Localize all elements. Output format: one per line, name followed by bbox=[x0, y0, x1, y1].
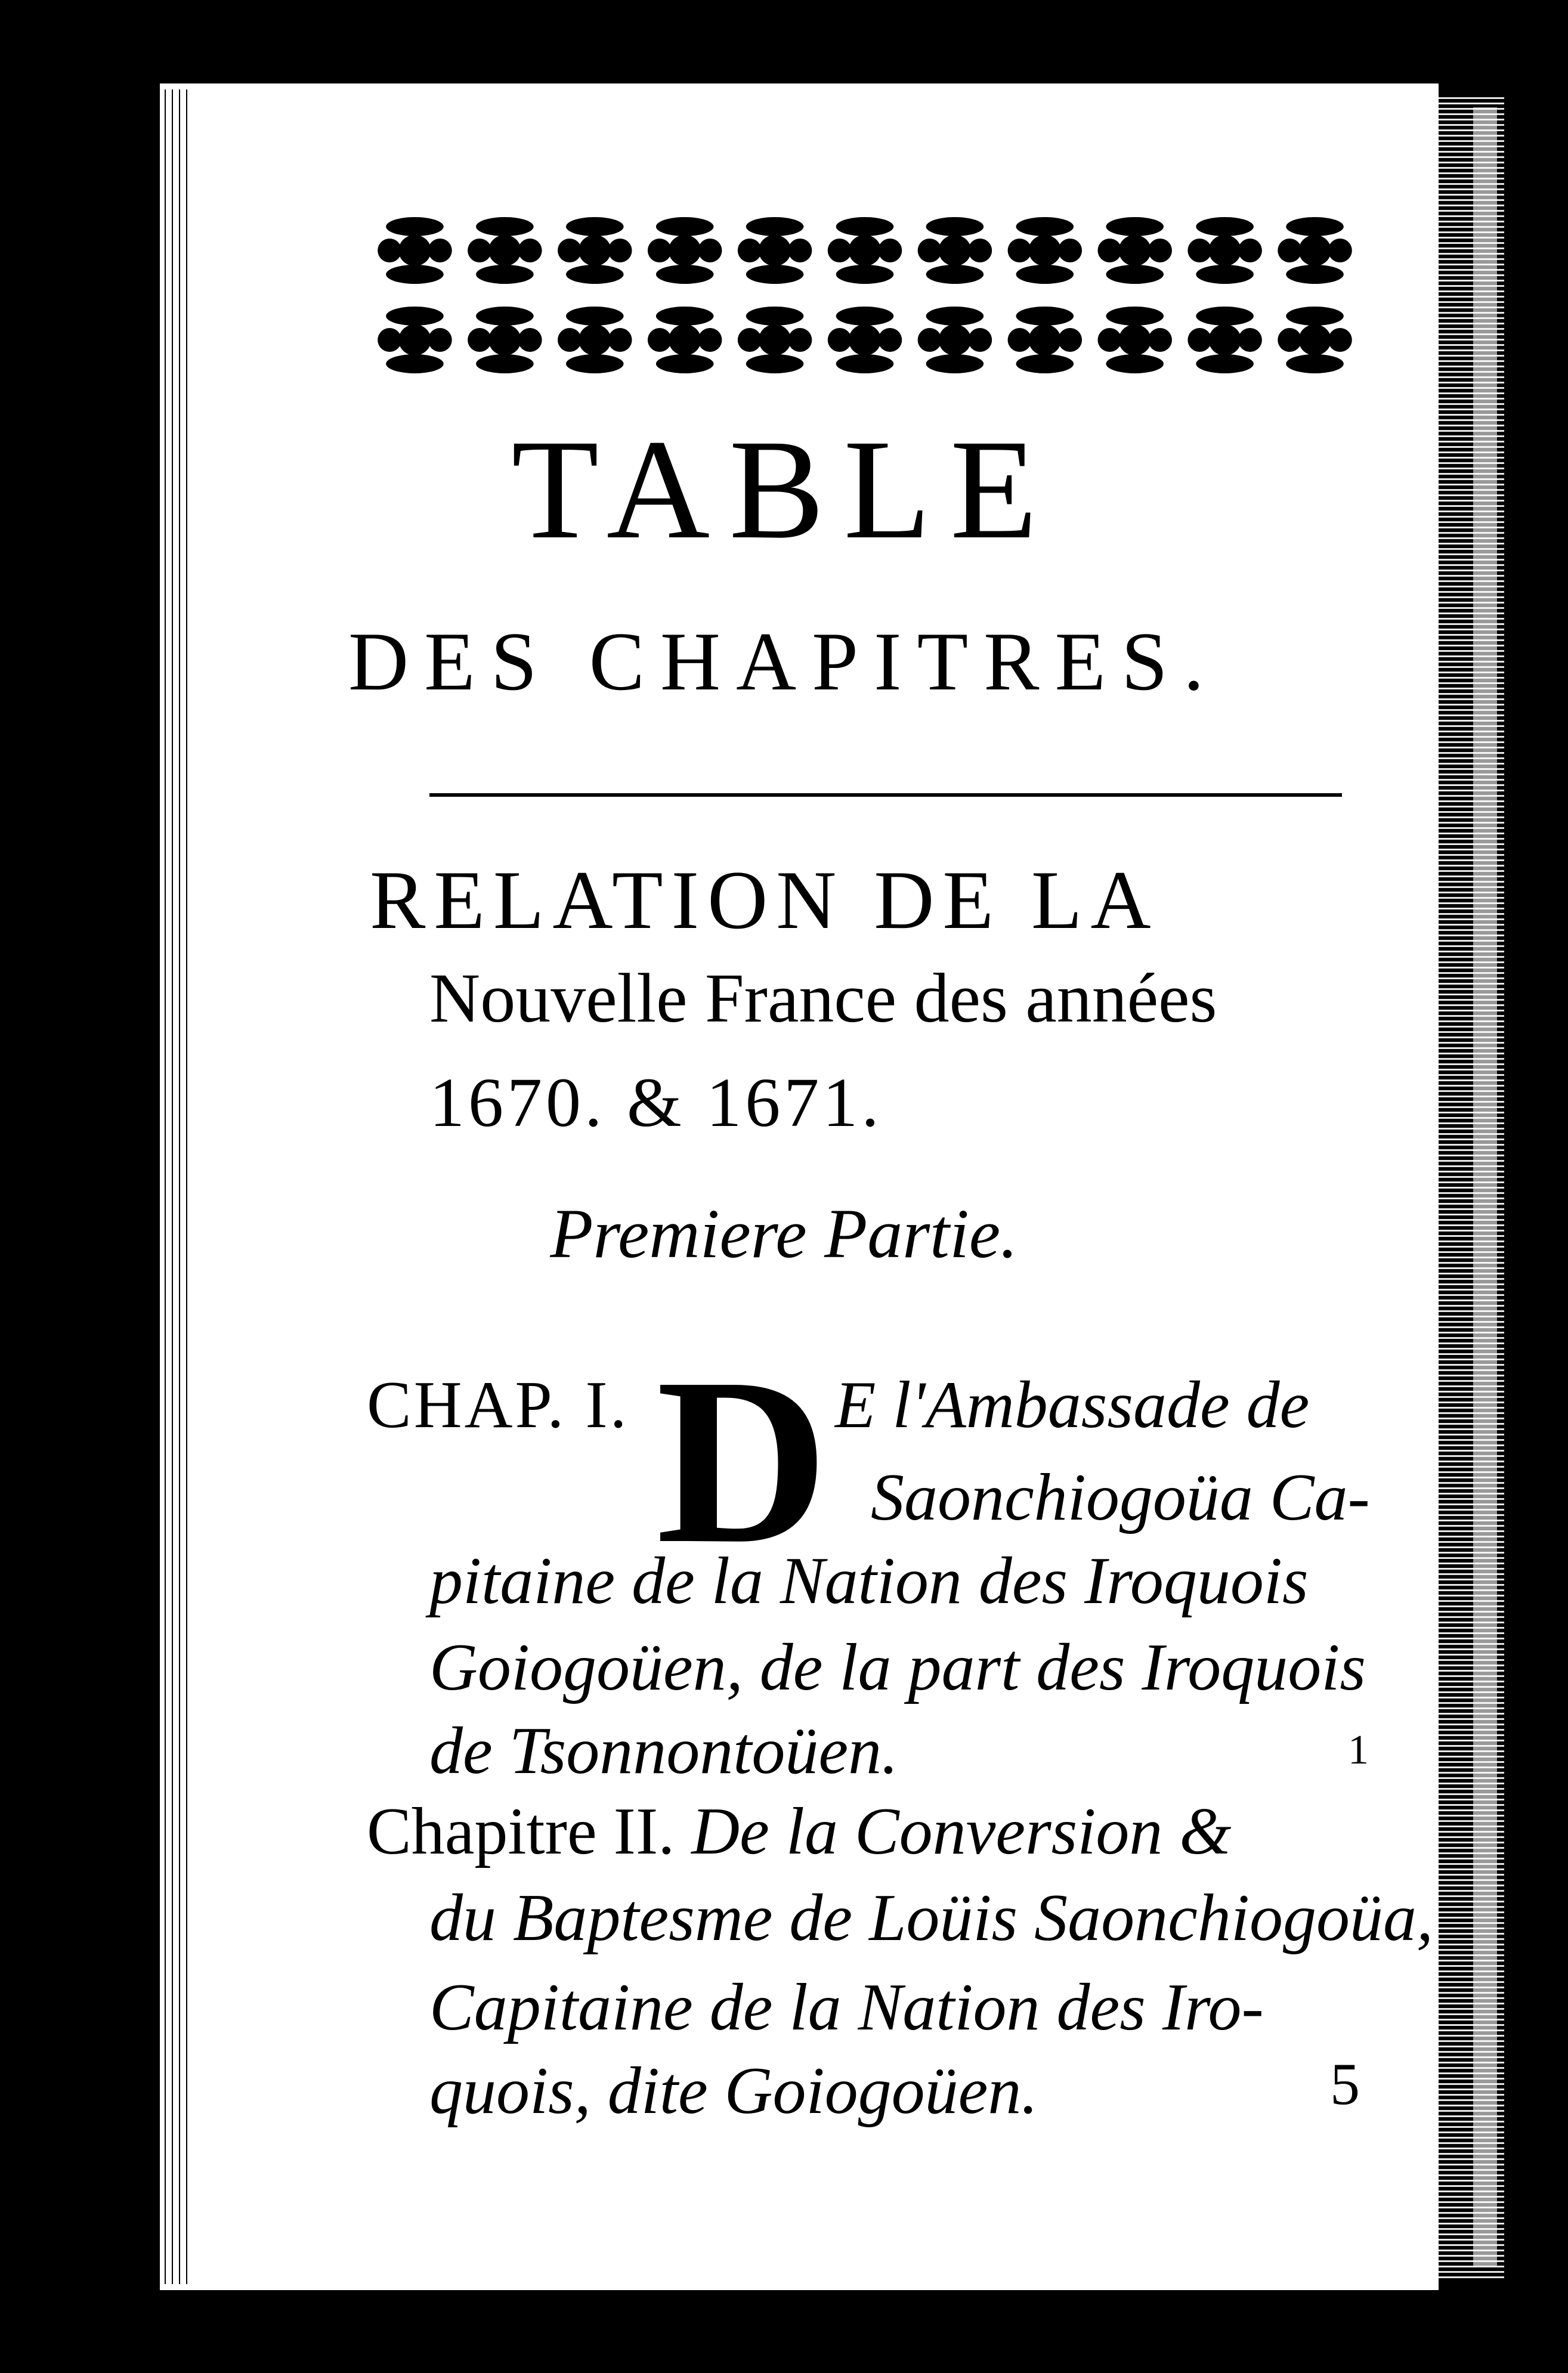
fleuron-ornament bbox=[1097, 307, 1172, 373]
fleuron-ornament bbox=[828, 307, 902, 373]
relation-heading bbox=[370, 854, 1372, 946]
chapter-2-line-2: du Baptesme de Loüis Saonchiogoüa, bbox=[429, 1881, 1433, 1955]
fleuron-ornament bbox=[1008, 307, 1083, 373]
fleuron-ornament bbox=[378, 307, 452, 373]
chapter-1-line-4: Goiogoüen, de la part des Iroquois bbox=[429, 1631, 1366, 1704]
fleuron-ornament bbox=[1187, 307, 1262, 373]
chapter-1-page-number: 1 bbox=[1348, 1727, 1369, 1773]
chapter-2-title-start: De la Conversion & bbox=[691, 1795, 1232, 1868]
chapter-1-line-1: E l'Ambassade de bbox=[835, 1368, 1310, 1442]
fleuron-ornament bbox=[828, 217, 902, 284]
fleuron-ornament bbox=[1097, 217, 1172, 284]
fleuron-ornament bbox=[558, 217, 632, 284]
part-heading: Premiere Partie. bbox=[550, 1195, 1018, 1273]
chapter-1-line-5: de Tsonnontoüen. bbox=[429, 1714, 899, 1788]
chapter-1-label: CHAP. I. bbox=[367, 1368, 629, 1442]
relation-line-1: RELATION DE LA bbox=[370, 854, 1159, 946]
fleuron-ornament bbox=[1278, 217, 1352, 284]
page-title: TABLE bbox=[511, 410, 1057, 568]
chapter-2-page-number: 5 bbox=[1330, 2051, 1360, 2117]
chapter-2-label: Chapitre II. bbox=[367, 1795, 675, 1868]
chapter-2-line-3: Capitaine de la Nation des Iro- bbox=[429, 1970, 1264, 2044]
fleuron-ornament bbox=[378, 217, 452, 284]
fleuron-ornament bbox=[468, 217, 542, 284]
chapter-2-line-4: quois, dite Goiogoüen. bbox=[429, 2054, 1038, 2128]
fleuron-ornament bbox=[918, 307, 992, 373]
fleuron-ornament bbox=[468, 307, 542, 373]
relation-line-2: Nouvelle France des années bbox=[429, 959, 1217, 1037]
chapter-1-line-2: Saonchiogoüa Ca- bbox=[871, 1461, 1370, 1534]
fleuron-ornament bbox=[738, 217, 812, 284]
relation-line-3: 1670. & 1671. bbox=[429, 1063, 883, 1141]
fleuron-ornament bbox=[918, 217, 992, 284]
divider-rule bbox=[429, 793, 1342, 797]
fleuron-ornament bbox=[648, 307, 722, 373]
fleuron-ornament bbox=[1187, 217, 1262, 284]
drop-cap: D bbox=[656, 1329, 828, 1593]
fleuron-ornament bbox=[738, 307, 812, 373]
fleuron-ornament bbox=[648, 217, 722, 284]
page-subtitle: DES CHAPITRES. bbox=[348, 615, 1220, 708]
chapter-2-line-1 bbox=[367, 1795, 1369, 1868]
chapter-1-line-3: pitaine de la Nation des Iroquois bbox=[429, 1544, 1309, 1618]
fleuron-ornament bbox=[558, 307, 632, 373]
fleuron-ornament bbox=[1278, 307, 1352, 373]
fleuron-ornament bbox=[1008, 217, 1083, 284]
ornament-band bbox=[370, 206, 1360, 385]
